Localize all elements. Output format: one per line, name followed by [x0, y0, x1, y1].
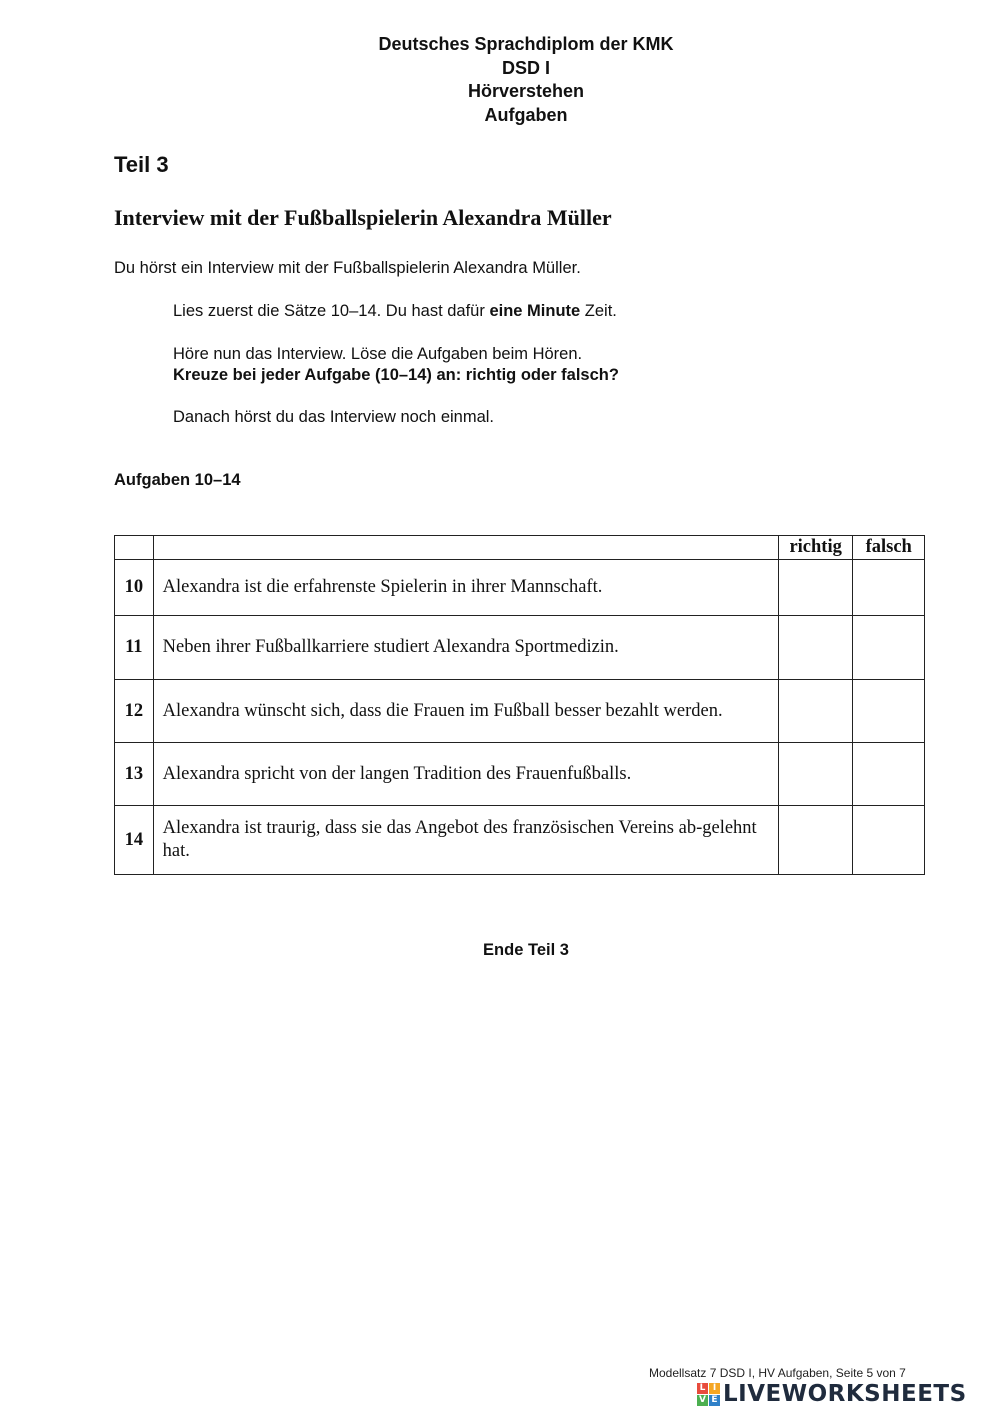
live-logo-icon: [697, 1383, 720, 1406]
checkbox-richtig[interactable]: [778, 560, 853, 616]
section-label: Aufgaben 10–14: [114, 471, 241, 489]
task-number: 13: [115, 743, 154, 806]
instruction-again: Danach hörst du das Interview noch einmal.: [173, 408, 495, 426]
live-letter: E: [709, 1395, 720, 1406]
header-empty-text: [153, 536, 778, 560]
table-row: [115, 680, 925, 743]
instruction-listen: Höre nun das Interview. Löse die Aufgaben beim Hören.: [173, 345, 583, 363]
header-richtig: richtig: [778, 536, 853, 560]
liveworksheets-logo: [697, 1380, 967, 1408]
task-statement: Neben ihrer Fußballkarriere studiert Alexandra Sportmedizin.: [153, 616, 778, 680]
tasks-table: [114, 535, 925, 875]
checkbox-falsch[interactable]: [853, 616, 925, 680]
checkbox-richtig[interactable]: [778, 743, 853, 806]
task-statement: Alexandra ist traurig, dass sie das Angebot des französischen Vereins ab-gelehnt hat.: [153, 806, 778, 875]
table-row: [115, 560, 925, 616]
task-number: 14: [115, 806, 154, 875]
live-letter: L: [697, 1383, 708, 1394]
logo-text: LIVEWORKSHEETS: [723, 1381, 967, 1407]
end-text-label: Ende Teil 3: [483, 941, 569, 959]
header-line-1: Deutsches Sprachdiplom der KMK: [378, 34, 674, 54]
table-row: [115, 806, 925, 875]
checkbox-richtig[interactable]: [778, 680, 853, 743]
header-line-3: Hörverstehen: [467, 81, 585, 101]
document-header: [0, 33, 1000, 127]
header-line-4: Aufgaben: [484, 104, 568, 125]
interview-title: Interview mit der Fußballspielerin Alexandra Müller: [114, 205, 612, 230]
instruction-read-prefix: Lies zuerst die Sätze 10–14. Du hast dafür: [173, 302, 490, 320]
header-empty-num: [115, 536, 154, 560]
part-title: Teil 3: [114, 152, 169, 177]
page-footer: Modellsatz 7 DSD I, HV Aufgaben, Seite 5 von 7: [649, 1366, 906, 1380]
table-row: [115, 743, 925, 806]
task-number: 11: [115, 616, 154, 680]
task-number: 10: [115, 560, 154, 616]
header-line-2: DSD I: [501, 57, 550, 78]
live-letter: V: [697, 1395, 708, 1406]
checkbox-richtig[interactable]: [778, 616, 853, 680]
instruction-read: [173, 302, 617, 321]
checkbox-falsch[interactable]: [853, 680, 925, 743]
task-statement: Alexandra ist die erfahrenste Spielerin in ihrer Mannschaft.: [153, 560, 778, 616]
table-header-row: [115, 536, 925, 560]
live-letter: I: [709, 1383, 720, 1394]
checkbox-falsch[interactable]: [853, 743, 925, 806]
task-number: 12: [115, 680, 154, 743]
instruction-read-bold: eine Minute: [489, 302, 581, 320]
checkbox-richtig[interactable]: [778, 806, 853, 875]
header-falsch: falsch: [853, 536, 925, 560]
instruction-mark: Kreuze bei jeder Aufgabe (10–14) an: richtig oder falsch?: [173, 366, 619, 384]
intro-text: Du hörst ein Interview mit der Fußballspielerin Alexandra Müller.: [114, 259, 581, 277]
task-statement: Alexandra wünscht sich, dass die Frauen im Fußball besser bezahlt werden.: [153, 680, 778, 743]
checkbox-falsch[interactable]: [853, 560, 925, 616]
task-statement: Alexandra spricht von der langen Tradition des Frauenfußballs.: [153, 743, 778, 806]
end-text: [0, 941, 1000, 960]
instruction-read-suffix: Zeit.: [580, 302, 617, 320]
checkbox-falsch[interactable]: [853, 806, 925, 875]
table-row: [115, 616, 925, 680]
